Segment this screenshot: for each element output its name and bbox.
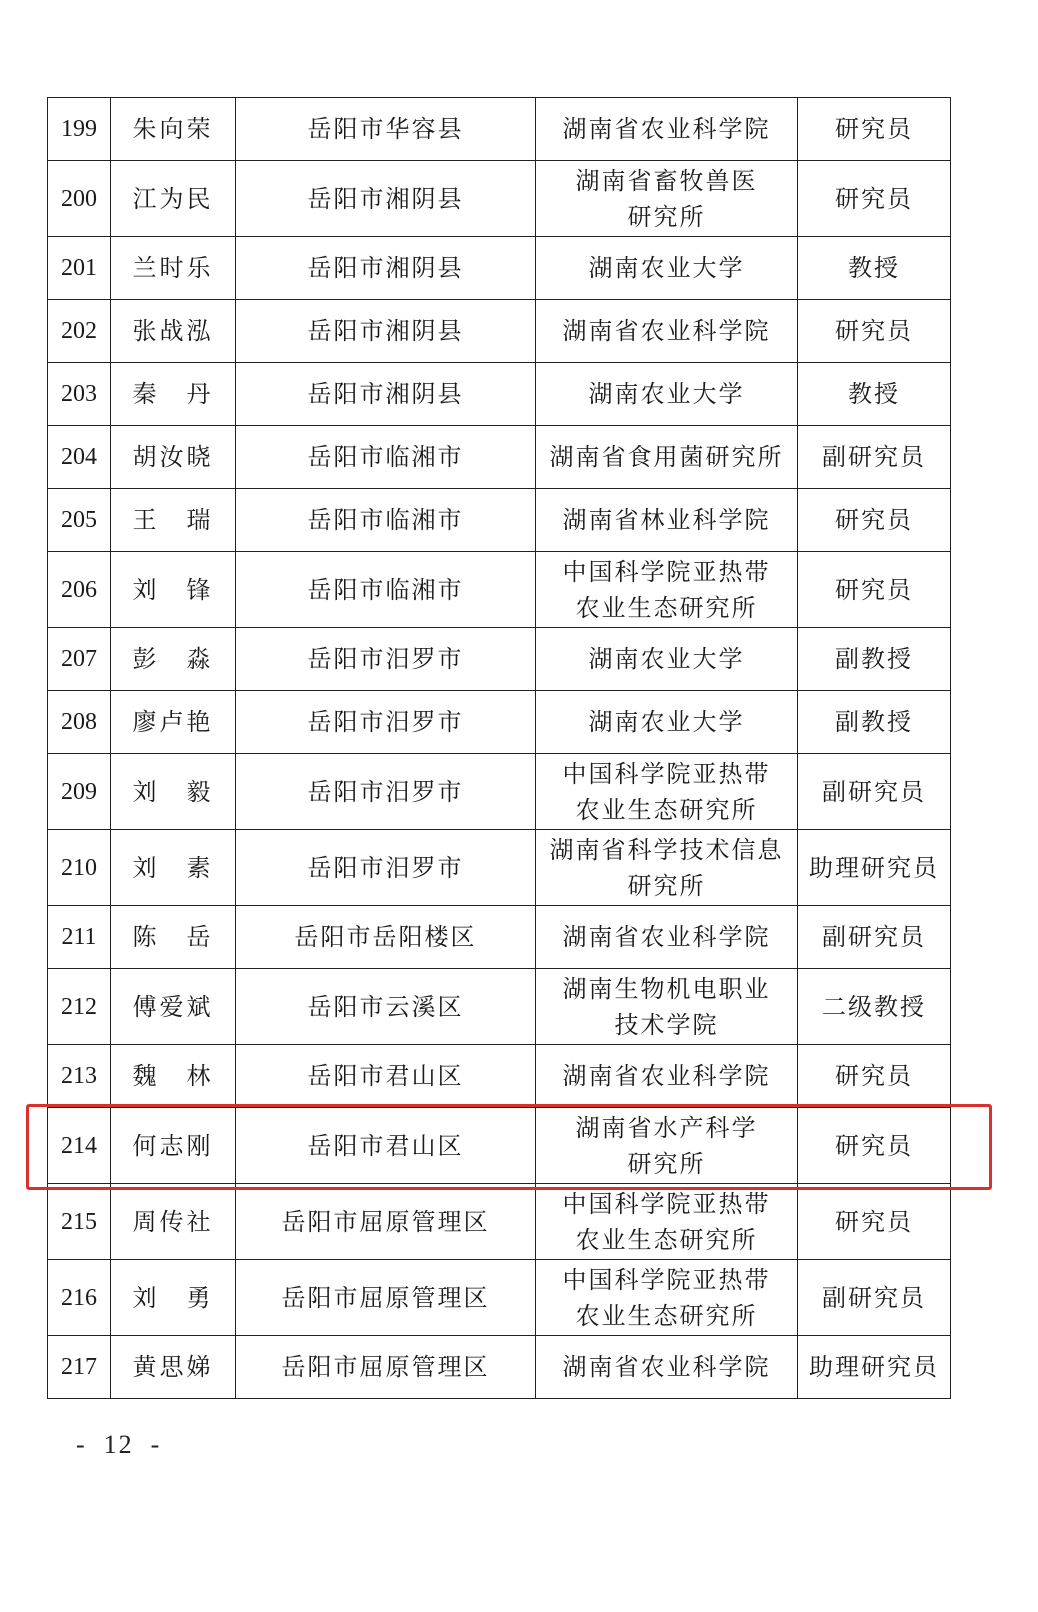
region-cell xyxy=(236,830,536,906)
name-cell xyxy=(111,1184,236,1260)
row-number-cell-text: 199 xyxy=(61,116,97,142)
unit-cell-text: 中国科学院亚热带 农业生态研究所 xyxy=(562,557,771,622)
title-cell xyxy=(798,1184,951,1260)
table-body xyxy=(48,98,951,1399)
name-cell xyxy=(111,426,236,489)
name-cell xyxy=(111,1260,236,1336)
unit-cell xyxy=(536,628,798,691)
title-cell-text: 二级教授 xyxy=(822,992,926,1021)
name-cell xyxy=(111,830,236,906)
unit-cell xyxy=(536,1184,798,1260)
title-cell-text: 教授 xyxy=(848,380,900,408)
region-cell-text: 岳阳市汨罗市 xyxy=(307,853,464,882)
table-row xyxy=(48,830,951,906)
row-number-cell-text: 209 xyxy=(61,778,97,805)
table-row xyxy=(48,1184,951,1260)
unit-cell-text: 湖南省农业科学院 xyxy=(562,1062,771,1090)
row-number-cell-text: 202 xyxy=(61,318,97,344)
row-number-cell-text: 204 xyxy=(61,444,97,470)
unit-cell-text: 中国科学院亚热带 农业生态研究所 xyxy=(562,759,771,824)
table-row xyxy=(48,1108,951,1184)
region-cell xyxy=(236,489,536,552)
title-cell xyxy=(798,363,951,426)
name-cell xyxy=(111,906,236,969)
title-cell xyxy=(798,906,951,969)
table-row xyxy=(48,161,951,237)
title-cell-text: 研究员 xyxy=(835,115,913,143)
title-cell xyxy=(798,1045,951,1108)
region-cell xyxy=(236,754,536,830)
unit-cell xyxy=(536,1260,798,1336)
name-cell xyxy=(111,754,236,830)
region-cell-text: 岳阳市汨罗市 xyxy=(307,645,464,673)
unit-cell xyxy=(536,906,798,969)
unit-cell xyxy=(536,426,798,489)
region-cell xyxy=(236,161,536,237)
title-cell xyxy=(798,628,951,691)
name-cell xyxy=(111,237,236,300)
unit-cell-text: 湖南生物机电职业 技术学院 xyxy=(562,974,771,1039)
unit-cell-text: 湖南省科学技术信息 研究所 xyxy=(549,835,784,900)
title-cell xyxy=(798,1336,951,1399)
title-cell xyxy=(798,300,951,363)
name-cell-text: 秦 丹 xyxy=(132,380,214,408)
row-number-cell-text: 206 xyxy=(61,576,97,603)
unit-cell xyxy=(536,300,798,363)
row-number-cell-text: 200 xyxy=(61,185,97,212)
name-cell-text: 刘 素 xyxy=(132,853,214,882)
table-row xyxy=(48,628,951,691)
row-number-cell xyxy=(48,1336,111,1399)
name-cell-text: 何志刚 xyxy=(132,1131,214,1160)
name-cell-text: 魏 林 xyxy=(132,1062,214,1090)
title-cell-text: 副教授 xyxy=(835,708,913,736)
region-cell xyxy=(236,300,536,363)
region-cell xyxy=(236,237,536,300)
region-cell xyxy=(236,426,536,489)
unit-cell-text: 湖南农业大学 xyxy=(588,645,745,673)
title-cell-text: 副研究员 xyxy=(822,1283,926,1312)
row-number-cell xyxy=(48,363,111,426)
unit-cell xyxy=(536,237,798,300)
name-cell-text: 王 瑞 xyxy=(132,506,214,534)
title-cell-text: 副教授 xyxy=(835,645,913,673)
unit-cell-text: 湖南省农业科学院 xyxy=(562,923,771,951)
region-cell-text: 岳阳市湘阴县 xyxy=(307,380,464,408)
name-cell xyxy=(111,1108,236,1184)
title-cell xyxy=(798,969,951,1045)
table-row xyxy=(48,237,951,300)
region-cell xyxy=(236,552,536,628)
row-number-cell-text: 214 xyxy=(61,1132,97,1159)
row-number-cell xyxy=(48,426,111,489)
title-cell-text: 教授 xyxy=(848,254,900,282)
name-cell-text: 周传社 xyxy=(132,1207,214,1236)
region-cell-text: 岳阳市岳阳楼区 xyxy=(294,923,477,951)
name-cell-text: 廖卢艳 xyxy=(132,708,214,736)
title-cell-text: 研究员 xyxy=(835,506,913,534)
title-cell-text: 研究员 xyxy=(835,317,913,345)
title-cell-text: 研究员 xyxy=(835,1131,913,1160)
expert-list-table xyxy=(47,97,951,1399)
row-number-cell-text: 201 xyxy=(61,255,97,281)
row-number-cell-text: 216 xyxy=(61,1284,97,1311)
name-cell xyxy=(111,489,236,552)
name-cell xyxy=(111,552,236,628)
row-number-cell xyxy=(48,98,111,161)
region-cell-text: 岳阳市屈原管理区 xyxy=(281,1283,490,1312)
region-cell xyxy=(236,1260,536,1336)
name-cell xyxy=(111,1336,236,1399)
table-row xyxy=(48,1045,951,1108)
row-number-cell-text: 207 xyxy=(61,646,97,672)
region-cell xyxy=(236,98,536,161)
region-cell-text: 岳阳市临湘市 xyxy=(307,506,464,534)
unit-cell-text: 湖南农业大学 xyxy=(588,254,745,282)
unit-cell-text: 湖南省林业科学院 xyxy=(562,506,771,534)
region-cell-text: 岳阳市华容县 xyxy=(307,115,464,143)
title-cell-text: 副研究员 xyxy=(822,923,926,951)
table-row xyxy=(48,489,951,552)
region-cell-text: 岳阳市湘阴县 xyxy=(307,254,464,282)
row-number-cell-text: 205 xyxy=(61,507,97,533)
unit-cell xyxy=(536,754,798,830)
name-cell xyxy=(111,161,236,237)
row-number-cell xyxy=(48,754,111,830)
name-cell-text: 江为民 xyxy=(132,184,214,213)
row-number-cell xyxy=(48,1045,111,1108)
table-row xyxy=(48,691,951,754)
title-cell-text: 副研究员 xyxy=(822,777,926,806)
region-cell xyxy=(236,1045,536,1108)
name-cell-text: 张战泓 xyxy=(132,317,214,345)
unit-cell-text: 湖南省畜牧兽医 研究所 xyxy=(575,166,758,231)
unit-cell xyxy=(536,830,798,906)
unit-cell-text: 湖南省农业科学院 xyxy=(562,1353,771,1381)
title-cell xyxy=(798,1260,951,1336)
name-cell xyxy=(111,1045,236,1108)
row-number-cell-text: 212 xyxy=(61,993,97,1020)
table-row xyxy=(48,969,951,1045)
title-cell-text: 助理研究员 xyxy=(809,1353,939,1381)
table-row xyxy=(48,426,951,489)
name-cell-text: 胡汝晓 xyxy=(132,443,214,471)
unit-cell xyxy=(536,969,798,1045)
page-number: - 12 - xyxy=(76,1430,162,1459)
unit-cell xyxy=(536,363,798,426)
unit-cell xyxy=(536,691,798,754)
region-cell xyxy=(236,906,536,969)
title-cell xyxy=(798,552,951,628)
row-number-cell xyxy=(48,830,111,906)
row-number-cell xyxy=(48,552,111,628)
region-cell-text: 岳阳市屈原管理区 xyxy=(281,1353,490,1381)
unit-cell-text: 中国科学院亚热带 农业生态研究所 xyxy=(562,1189,771,1254)
region-cell-text: 岳阳市汨罗市 xyxy=(307,708,464,736)
region-cell-text: 岳阳市汨罗市 xyxy=(307,777,464,806)
name-cell-text: 黄思娣 xyxy=(132,1353,214,1381)
table-row xyxy=(48,300,951,363)
unit-cell-text: 湖南省食用菌研究所 xyxy=(549,443,784,471)
name-cell xyxy=(111,98,236,161)
title-cell xyxy=(798,237,951,300)
row-number-cell xyxy=(48,691,111,754)
row-number-cell-text: 213 xyxy=(61,1063,97,1089)
name-cell-text: 刘 毅 xyxy=(132,777,214,806)
region-cell xyxy=(236,1336,536,1399)
unit-cell-text: 湖南省农业科学院 xyxy=(562,317,771,345)
region-cell-text: 岳阳市湘阴县 xyxy=(307,317,464,345)
title-cell-text: 研究员 xyxy=(835,1207,913,1236)
unit-cell xyxy=(536,1108,798,1184)
region-cell xyxy=(236,628,536,691)
row-number-cell-text: 210 xyxy=(61,854,97,881)
row-number-cell-text: 208 xyxy=(61,709,97,735)
row-number-cell xyxy=(48,237,111,300)
region-cell xyxy=(236,969,536,1045)
table-row xyxy=(48,552,951,628)
title-cell xyxy=(798,426,951,489)
table-row xyxy=(48,363,951,426)
table-row xyxy=(48,754,951,830)
title-cell-text: 研究员 xyxy=(835,575,913,604)
row-number-cell xyxy=(48,1108,111,1184)
region-cell xyxy=(236,1184,536,1260)
row-number-cell xyxy=(48,1184,111,1260)
title-cell xyxy=(798,691,951,754)
table-row xyxy=(48,1336,951,1399)
name-cell-text: 朱向荣 xyxy=(132,115,214,143)
region-cell-text: 岳阳市君山区 xyxy=(307,1062,464,1090)
title-cell xyxy=(798,1108,951,1184)
row-number-cell xyxy=(48,969,111,1045)
title-cell xyxy=(798,754,951,830)
region-cell-text: 岳阳市屈原管理区 xyxy=(281,1207,490,1236)
name-cell xyxy=(111,300,236,363)
title-cell xyxy=(798,161,951,237)
unit-cell xyxy=(536,1336,798,1399)
name-cell xyxy=(111,969,236,1045)
row-number-cell xyxy=(48,161,111,237)
region-cell xyxy=(236,1108,536,1184)
unit-cell-text: 中国科学院亚热带 农业生态研究所 xyxy=(562,1265,771,1330)
name-cell-text: 刘 锋 xyxy=(132,575,214,604)
unit-cell xyxy=(536,161,798,237)
unit-cell-text: 湖南省水产科学 研究所 xyxy=(575,1113,758,1178)
row-number-cell-text: 217 xyxy=(61,1354,97,1380)
region-cell-text: 岳阳市湘阴县 xyxy=(307,184,464,213)
unit-cell xyxy=(536,1045,798,1108)
title-cell-text: 研究员 xyxy=(835,1062,913,1090)
name-cell xyxy=(111,363,236,426)
unit-cell xyxy=(536,98,798,161)
title-cell-text: 研究员 xyxy=(835,184,913,213)
row-number-cell xyxy=(48,300,111,363)
region-cell-text: 岳阳市临湘市 xyxy=(307,575,464,604)
region-cell-text: 岳阳市君山区 xyxy=(307,1131,464,1160)
title-cell-text: 副研究员 xyxy=(822,443,926,471)
unit-cell-text: 湖南农业大学 xyxy=(588,708,745,736)
title-cell xyxy=(798,98,951,161)
row-number-cell xyxy=(48,489,111,552)
table-row xyxy=(48,98,951,161)
name-cell xyxy=(111,691,236,754)
name-cell-text: 傅爱斌 xyxy=(132,992,214,1021)
name-cell-text: 陈 岳 xyxy=(132,923,214,951)
row-number-cell-text: 215 xyxy=(61,1208,97,1235)
row-number-cell-text: 211 xyxy=(61,924,97,950)
row-number-cell xyxy=(48,628,111,691)
name-cell-text: 彭 淼 xyxy=(132,645,214,673)
row-number-cell-text: 203 xyxy=(61,381,97,407)
unit-cell-text: 湖南省农业科学院 xyxy=(562,115,771,143)
unit-cell xyxy=(536,552,798,628)
title-cell xyxy=(798,489,951,552)
row-number-cell xyxy=(48,906,111,969)
title-cell-text: 助理研究员 xyxy=(809,853,939,882)
unit-cell-text: 湖南农业大学 xyxy=(588,380,745,408)
name-cell xyxy=(111,628,236,691)
region-cell xyxy=(236,691,536,754)
name-cell-text: 兰时乐 xyxy=(132,254,214,282)
region-cell-text: 岳阳市云溪区 xyxy=(307,992,464,1021)
region-cell-text: 岳阳市临湘市 xyxy=(307,443,464,471)
row-number-cell xyxy=(48,1260,111,1336)
table-row xyxy=(48,906,951,969)
table-row xyxy=(48,1260,951,1336)
unit-cell xyxy=(536,489,798,552)
region-cell xyxy=(236,363,536,426)
title-cell xyxy=(798,830,951,906)
name-cell-text: 刘 勇 xyxy=(132,1283,214,1312)
